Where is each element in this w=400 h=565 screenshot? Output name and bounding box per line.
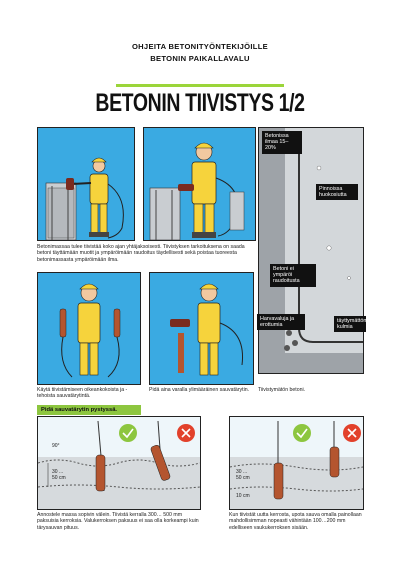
- panel-worker-standing: [143, 127, 256, 241]
- panel-spare-vibrator: [149, 272, 254, 385]
- subtitle-2: BETONIN PAIKALLAVALU: [150, 54, 250, 63]
- caption-bottom-left: Annostele massa sopivin välein. Tiivistä kerralla 300… 500 mm paksuisia kerroksia. Valukerroksen paksuus ei saa olla korkeampi kuin tärysauvan pituus.: [37, 512, 199, 531]
- panel-concrete-section: [258, 127, 364, 374]
- caption-mid-right: Tiivistymätön betoni.: [258, 387, 306, 393]
- label-rebar: Betoni ei ympäröi raudoitusta: [270, 264, 316, 287]
- dim-angle: 90°: [52, 443, 60, 449]
- page-title: BETONIN TIIVISTYS 1/2: [95, 89, 305, 117]
- illustration-worker-3: [38, 273, 140, 384]
- illustration-layers-1: [38, 417, 200, 509]
- header-rule: [116, 84, 284, 87]
- label-sparse: Harvavaluja ja erottumia: [257, 314, 305, 330]
- panel-choose-vibrator: [37, 272, 141, 385]
- panel-layer-thickness: [37, 416, 201, 510]
- panel-new-layer: [229, 416, 364, 510]
- dim-layer-c: 10 cm: [236, 493, 250, 499]
- green-bar-heading: Pidä sauvatärytin pystyssä.: [37, 405, 141, 415]
- dim-layer-a2: 50 cm: [52, 475, 66, 481]
- label-voids: Pinnoissa huokosiutta: [316, 184, 358, 200]
- label-unfilled: täyttymättömiä kulmia: [334, 316, 366, 332]
- label-air: Betonissa ilmaa 15–20%: [262, 131, 302, 154]
- dim-layer-b2: 50 cm: [236, 475, 250, 481]
- caption-top: Betonimassaa tulee tiivistää koko ajan yhtäjaksoisesti. Tiivistyksen tarkoituksena on saada betoni täyttämään muotit ja ympäröimään raudoitus täydellisesti sekä poistaa tuoreesta betonimassasta ympäröimään ilma.: [37, 244, 245, 263]
- panel-worker-vibrating: [37, 127, 135, 241]
- dim-layer-a1: 30 ...: [52, 469, 64, 475]
- illustration-layers-2: [230, 417, 363, 509]
- caption-mid-left: Käytä tiivistämiseen oikeankokoista ja -tehoista sauvatärytintä.: [37, 387, 128, 400]
- illustration-worker-4: [150, 273, 253, 384]
- dim-layer-b1: 30 ...: [236, 469, 248, 475]
- subtitle-1: OHJEITA BETONITYÖNTEKIJÖILLE: [131, 42, 269, 51]
- illustration-concrete-section: [259, 128, 363, 373]
- illustration-worker-1: [38, 128, 134, 240]
- illustration-worker-2: [144, 128, 255, 240]
- caption-bottom-right: Kun tiivistät uutta kerrosta, upota sauva omalla painollaan mahdollisimman nopeasti vähintään 100…200 mm edelliseen vaukukerroksen sisään.: [229, 512, 362, 531]
- caption-mid-center: Pidä aina varalla ylimääräinen sauvatärytin.: [149, 387, 250, 393]
